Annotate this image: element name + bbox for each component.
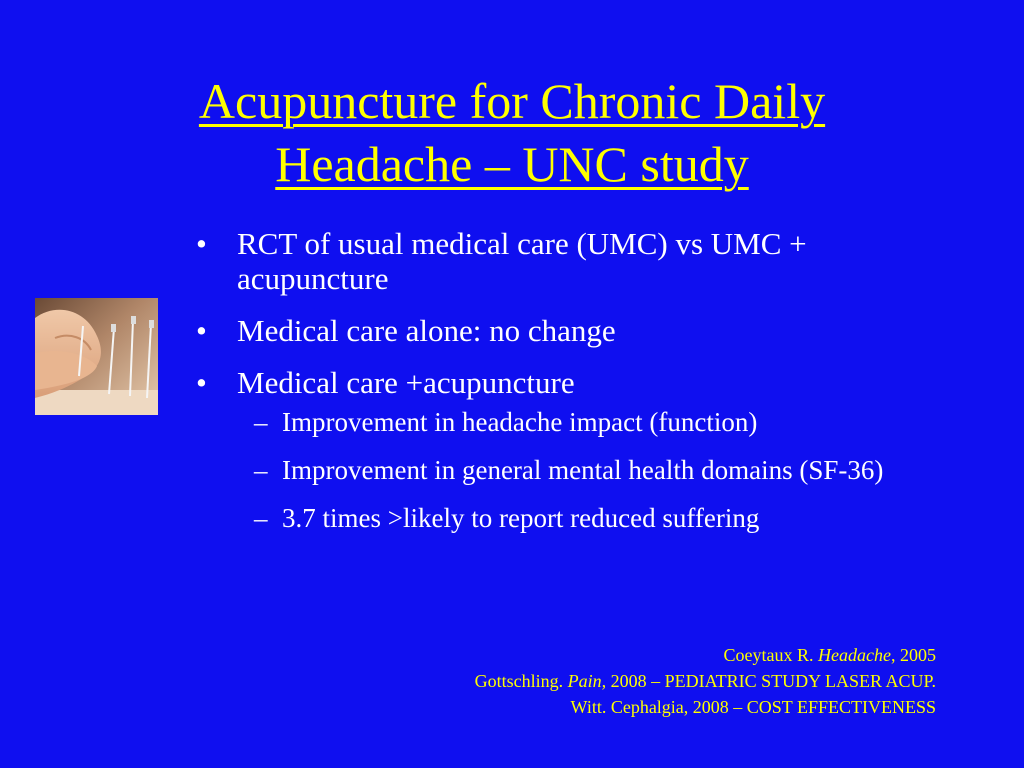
bullet-list xyxy=(196,226,956,551)
reference-detail: Witt. Cephalgia, 2008 – COST EFFECTIVENESS xyxy=(570,697,936,717)
acupuncture-needles-icon xyxy=(35,298,158,415)
reference-author: Coeytaux R. xyxy=(723,645,819,665)
dash-marker: – xyxy=(254,455,268,485)
sub-bullet-group xyxy=(196,407,956,534)
dash-marker: – xyxy=(254,503,268,533)
bullet-text: RCT of usual medical care (UMC) vs UMC + acupuncture xyxy=(237,226,807,296)
dash-marker: – xyxy=(254,407,268,437)
bullet-marker: • xyxy=(196,365,207,400)
reference-detail: , 2005 xyxy=(891,645,936,665)
sub-bullet-text: Improvement in headache impact (function) xyxy=(282,407,758,437)
reference-detail: 2008 – PEDIATRIC STUDY LASER ACUP. xyxy=(606,671,936,691)
bullet-item xyxy=(196,365,956,400)
sub-bullet-item xyxy=(196,407,956,438)
reference-line xyxy=(475,694,936,720)
sub-bullet-item xyxy=(196,503,956,534)
title-line-2: Headache – UNC study xyxy=(275,136,749,192)
sub-bullet-list xyxy=(196,407,956,534)
slide-title xyxy=(0,70,1024,196)
bullet-item xyxy=(196,226,956,296)
reference-author: Gottschling. xyxy=(474,671,568,691)
acupuncture-photo xyxy=(35,298,158,415)
bullet-marker: • xyxy=(196,226,207,261)
bullet-text: Medical care +acupuncture xyxy=(237,365,575,400)
sub-bullet-item xyxy=(196,455,956,486)
reference-journal: Headache xyxy=(818,645,891,665)
bullet-text: Medical care alone: no change xyxy=(237,313,616,348)
sub-bullet-text: Improvement in general mental health domains (SF-36) xyxy=(282,455,884,485)
bullet-item xyxy=(196,313,956,348)
reference-line xyxy=(475,668,936,694)
references xyxy=(475,642,936,720)
title-line-1: Acupuncture for Chronic Daily xyxy=(198,73,826,129)
sub-bullet-text: 3.7 times >likely to report reduced suffering xyxy=(282,503,760,533)
reference-line xyxy=(475,642,936,668)
reference-journal: Pain, xyxy=(567,671,607,691)
bullet-marker: • xyxy=(196,313,207,348)
